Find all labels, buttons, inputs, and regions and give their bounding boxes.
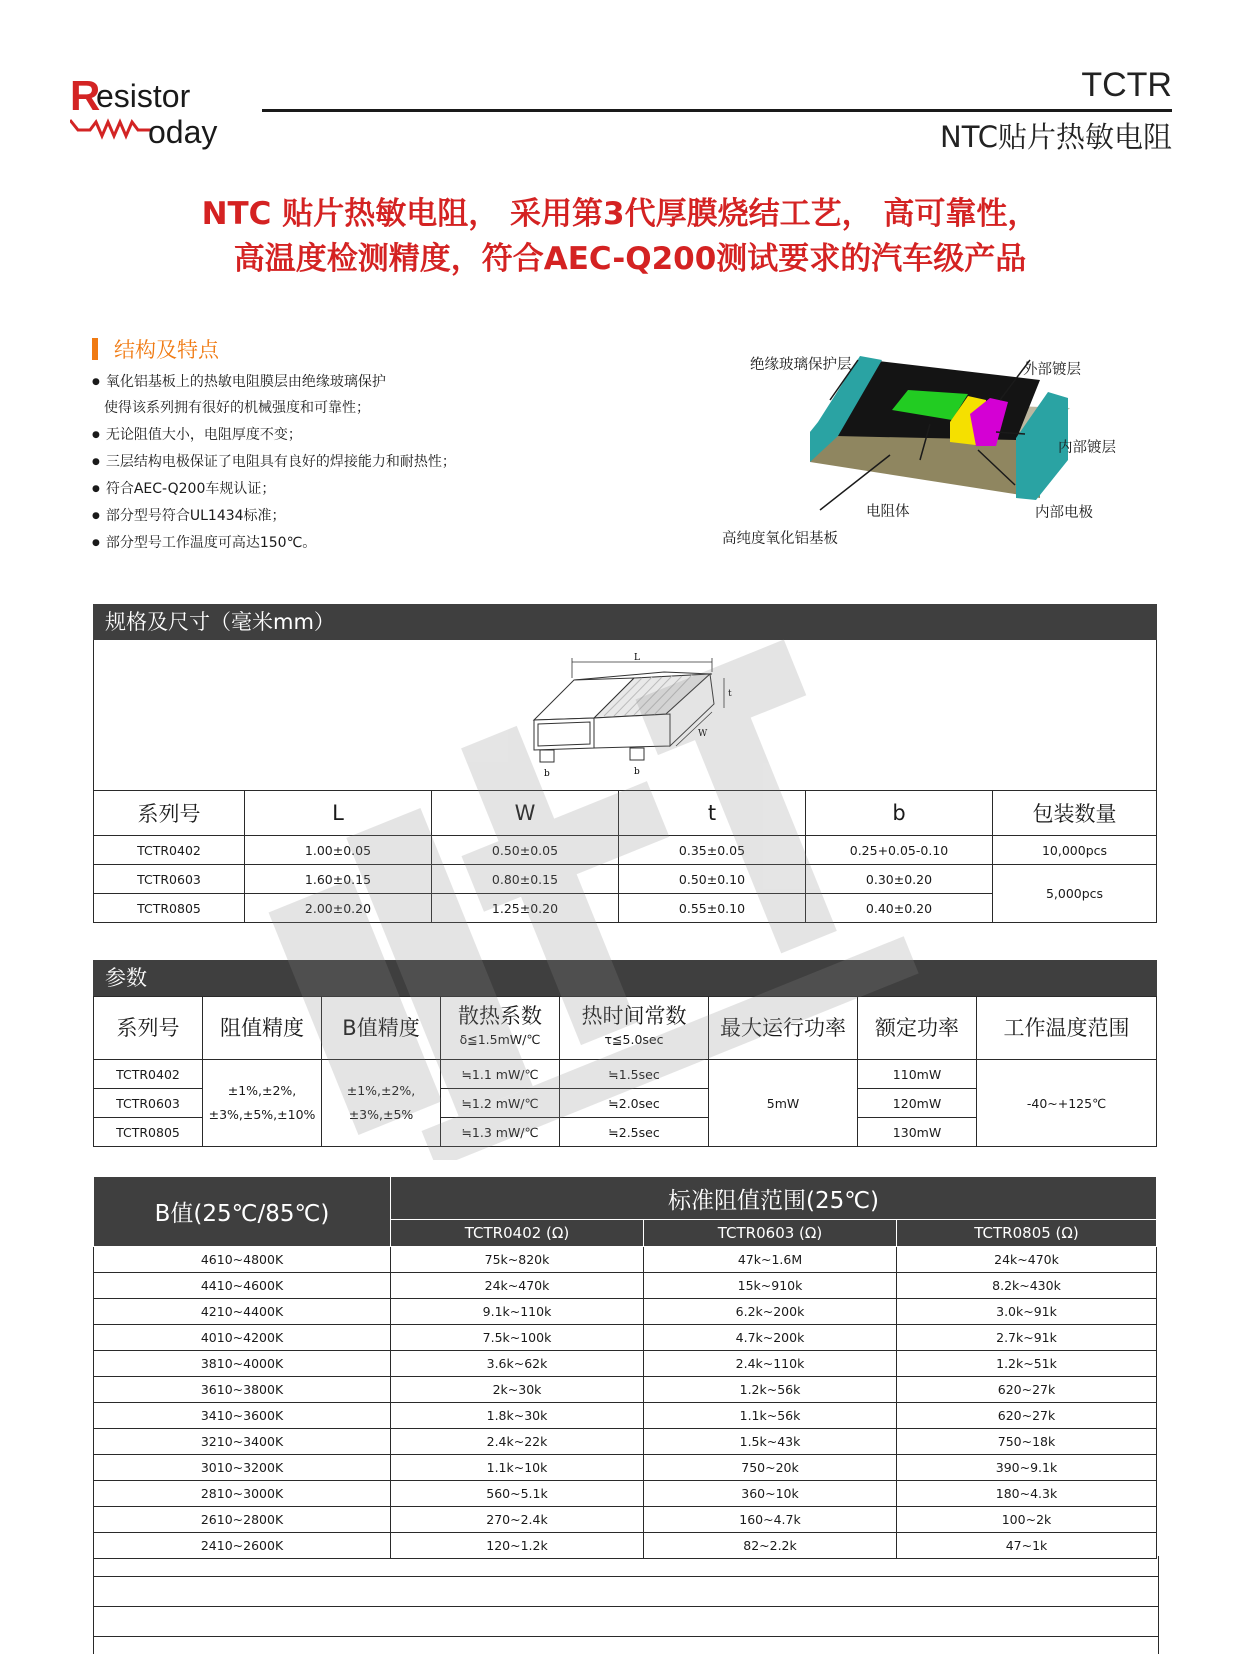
feature-item: ● 无论阻值大小，电阻厚度不变； [92,425,302,445]
label-inner-plating: 内部镀层 [1058,440,1116,456]
range-cell: 750~20k [644,1455,897,1481]
section-marker [92,338,98,360]
range-cell: 120~1.2k [391,1533,644,1559]
dim-t-label: t [728,689,732,699]
table-cell: ≒1.3 mW/℃ [441,1118,560,1147]
table-row [94,1060,1157,1089]
logo-text-line2: oday [148,114,218,150]
logo-text-line1: esistor [96,78,191,114]
table-cell: ≒1.2 mW/℃ [441,1089,560,1118]
col-header-sub: δ≦1.5mW/℃ [459,1032,541,1047]
col-header: B值精度 [322,997,441,1060]
resistor-wave-icon [70,116,156,146]
table-row [94,1351,1157,1377]
range-cell: 620~27k [897,1403,1157,1429]
col-header: 系列号 [94,791,245,836]
range-cell: 47~1k [897,1533,1157,1559]
table-cell: 0.50±0.05 [432,836,619,865]
range-cell: 1.2k~51k [897,1351,1157,1377]
table-cell: 1.00±0.05 [245,836,432,865]
table-header-row [94,791,1157,836]
b-value-cell: 3210~3400K [94,1429,391,1455]
table-cell: 0.35±0.05 [619,836,806,865]
col-header: L [245,791,432,836]
range-cell: 1.1k~10k [391,1455,644,1481]
col-header [441,997,560,1060]
table-row [94,1507,1157,1533]
range-cell: 1.2k~56k [644,1377,897,1403]
table-cell: 110mW [858,1060,977,1089]
feature-item: ● 部分型号符合UL1434标准； [92,506,286,526]
table-header-row [94,1177,1157,1220]
table-row [94,1403,1157,1429]
cell-line: ±3%,±5% [348,1107,414,1122]
range-cell: 75k~820k [391,1247,644,1273]
range-cell: 1.8k~30k [391,1403,644,1429]
table-row [94,836,1157,865]
table-row [94,1481,1157,1507]
product-name: NTC贴片热敏电阻 [940,120,1172,154]
col-header-main: 散热系数 [458,1004,542,1028]
range-cell: 9.1k~110k [391,1299,644,1325]
b-value-cell: 2410~2600K [94,1533,391,1559]
label-outer-plating: 外部镀层 [1023,362,1081,378]
range-cell: 82~2.2k [644,1533,897,1559]
label-resistor-body: 电阻体 [866,504,910,520]
feature-item: ● 部分型号工作温度可高达150℃。 [92,533,316,553]
col-header: 额定功率 [858,997,977,1060]
b-value-cell: 4210~4400K [94,1299,391,1325]
col-header [560,997,709,1060]
range-cell: 270~2.4k [391,1507,644,1533]
table-row [94,1533,1157,1559]
dimensions-title: 规格及尺寸（毫米mm） [93,604,1157,640]
range-cell: 1.1k~56k [644,1403,897,1429]
feature-item: 使得该系列拥有很好的机械强度和可靠性； [104,400,370,416]
parameters-title: 参数 [93,960,1157,996]
col-header: W [432,791,619,836]
table-row [94,1455,1157,1481]
range-cell: 2.7k~91k [897,1325,1157,1351]
table-cell: 0.25+0.05-0.10 [806,836,993,865]
range-cell: 560~5.1k [391,1481,644,1507]
dim-W-label: W [698,729,708,739]
table-cell: 0.50±0.10 [619,865,806,894]
resistance-tolerance-cell [203,1060,322,1147]
table-cell: 5,000pcs [993,865,1157,923]
table-row [94,1273,1157,1299]
col-header: TCTR0603 (Ω) [644,1220,897,1247]
row-divider [94,1606,1158,1607]
range-cell: 160~4.7k [644,1507,897,1533]
cell-line: ±1%,±2%, [346,1083,416,1098]
b-value-cell: 4010~4200K [94,1325,391,1351]
range-cell: 620~27k [897,1377,1157,1403]
table-cell: 0.80±0.15 [432,865,619,894]
feature-item: ● 符合AEC-Q200车规认证； [92,479,275,499]
table-cell: 10,000pcs [993,836,1157,865]
table-row [94,1325,1157,1351]
cell-line: ±3%,±5%,±10% [208,1107,316,1122]
table-cell: TCTR0402 [94,836,245,865]
col-header: 系列号 [94,997,203,1060]
col-header: 工作温度范围 [977,997,1157,1060]
table-cell: 0.40±0.20 [806,894,993,923]
feature-item: ● 氧化铝基板上的热敏电阻膜层由绝缘玻璃保护 [92,372,386,392]
table-cell: 5mW [709,1060,858,1147]
range-cell: 15k~910k [644,1273,897,1299]
table-header-row [94,997,1157,1060]
dim-L-label: L [634,653,640,663]
range-cell: 180~4.3k [897,1481,1157,1507]
table-cell: 0.30±0.20 [806,865,993,894]
b-value-cell: 3010~3200K [94,1455,391,1481]
range-cell: 2k~30k [391,1377,644,1403]
table-cell: TCTR0402 [94,1060,203,1089]
table-cell: ≒2.5sec [560,1118,709,1147]
range-cell: 3.0k~91k [897,1299,1157,1325]
table-row [94,1247,1157,1273]
table-cell: 1.25±0.20 [432,894,619,923]
range-cell: 390~9.1k [897,1455,1157,1481]
cell-line: ±1%,±2%, [227,1083,297,1098]
col-header: TCTR0402 (Ω) [391,1220,644,1247]
product-code: TCTR [1081,66,1172,104]
range-cell: 2.4k~22k [391,1429,644,1455]
logo-initial: R [70,72,101,119]
row-divider [94,1636,1158,1637]
range-cell: 3.6k~62k [391,1351,644,1377]
table-cell: 0.55±0.10 [619,894,806,923]
col-header-sub: τ≦5.0sec [604,1032,664,1047]
table-cell: TCTR0805 [94,894,245,923]
dim-b-label: b [544,769,550,779]
table-cell: TCTR0805 [94,1118,203,1147]
range-cell: 360~10k [644,1481,897,1507]
table-row [94,1429,1157,1455]
chip-dimension-drawing [94,640,1156,790]
features-title: 结构及特点 [114,338,219,362]
company-logo [70,72,260,152]
header-rule [262,109,1172,112]
dim-b-label: b [634,767,640,777]
b-value-cell: 2610~2800K [94,1507,391,1533]
parameters-table [93,996,1157,1147]
table-row [94,1377,1157,1403]
b-value-header: B值(25℃/85℃) [94,1177,391,1247]
table-cell: 1.60±0.15 [245,865,432,894]
b-value-cell: 2810~3000K [94,1481,391,1507]
range-cell: 47k~1.6M [644,1247,897,1273]
b-value-cell: 3410~3600K [94,1403,391,1429]
label-substrate: 高纯度氧化铝基板 [722,531,838,547]
table-cell: -40~+125℃ [977,1060,1157,1147]
b-tolerance-cell [322,1060,441,1147]
range-cell: 4.7k~200k [644,1325,897,1351]
range-cell: 7.5k~100k [391,1325,644,1351]
range-cell: 750~18k [897,1429,1157,1455]
row-divider [94,1576,1158,1577]
col-header: 阻值精度 [203,997,322,1060]
range-cell: 2.4k~110k [644,1351,897,1377]
col-header-main: 热时间常数 [581,1004,687,1028]
dimensions-table [93,790,1157,923]
range-cell: 1.5k~43k [644,1429,897,1455]
table-cell: ≒1.1 mW/℃ [441,1060,560,1089]
resistance-range-table [93,1176,1157,1559]
table-cell: ≒1.5sec [560,1060,709,1089]
headline-line1: NTC 贴片热敏电阻， 采用第3代厚膜烧结工艺， 高可靠性， [201,196,1039,232]
headline-line2: 高温度检测精度，符合AEC-Q200测试要求的汽车级产品 [233,241,1027,277]
range-cell: 24k~470k [391,1273,644,1299]
range-cell: 100~2k [897,1507,1157,1533]
label-inner-electrode: 内部电极 [1035,505,1093,521]
col-header: b [806,791,993,836]
feature-item: ● 三层结构电极保证了电阻具有良好的焊接能力和耐热性； [92,452,456,472]
col-header: t [619,791,806,836]
table-cell: ≒2.0sec [560,1089,709,1118]
range-cell: 24k~470k [897,1247,1157,1273]
table-row [94,1299,1157,1325]
b-value-cell: 3810~4000K [94,1351,391,1377]
table-cell: 120mW [858,1089,977,1118]
empty-table-area [93,1556,1159,1654]
range-cell: 6.2k~200k [644,1299,897,1325]
table-cell: 2.00±0.20 [245,894,432,923]
label-glass-layer: 绝缘玻璃保护层 [750,357,852,373]
dimension-drawing-box [93,640,1157,790]
table-row [94,865,1157,894]
b-value-cell: 3610~3800K [94,1377,391,1403]
b-value-cell: 4610~4800K [94,1247,391,1273]
col-header: TCTR0805 (Ω) [897,1220,1157,1247]
range-header: 标准阻值范围(25℃) [391,1177,1157,1220]
range-cell: 8.2k~430k [897,1273,1157,1299]
col-header: 最大运行功率 [709,997,858,1060]
table-cell: TCTR0603 [94,865,245,894]
table-cell: 130mW [858,1118,977,1147]
table-cell: TCTR0603 [94,1089,203,1118]
b-value-cell: 4410~4600K [94,1273,391,1299]
col-header: 包装数量 [993,791,1157,836]
